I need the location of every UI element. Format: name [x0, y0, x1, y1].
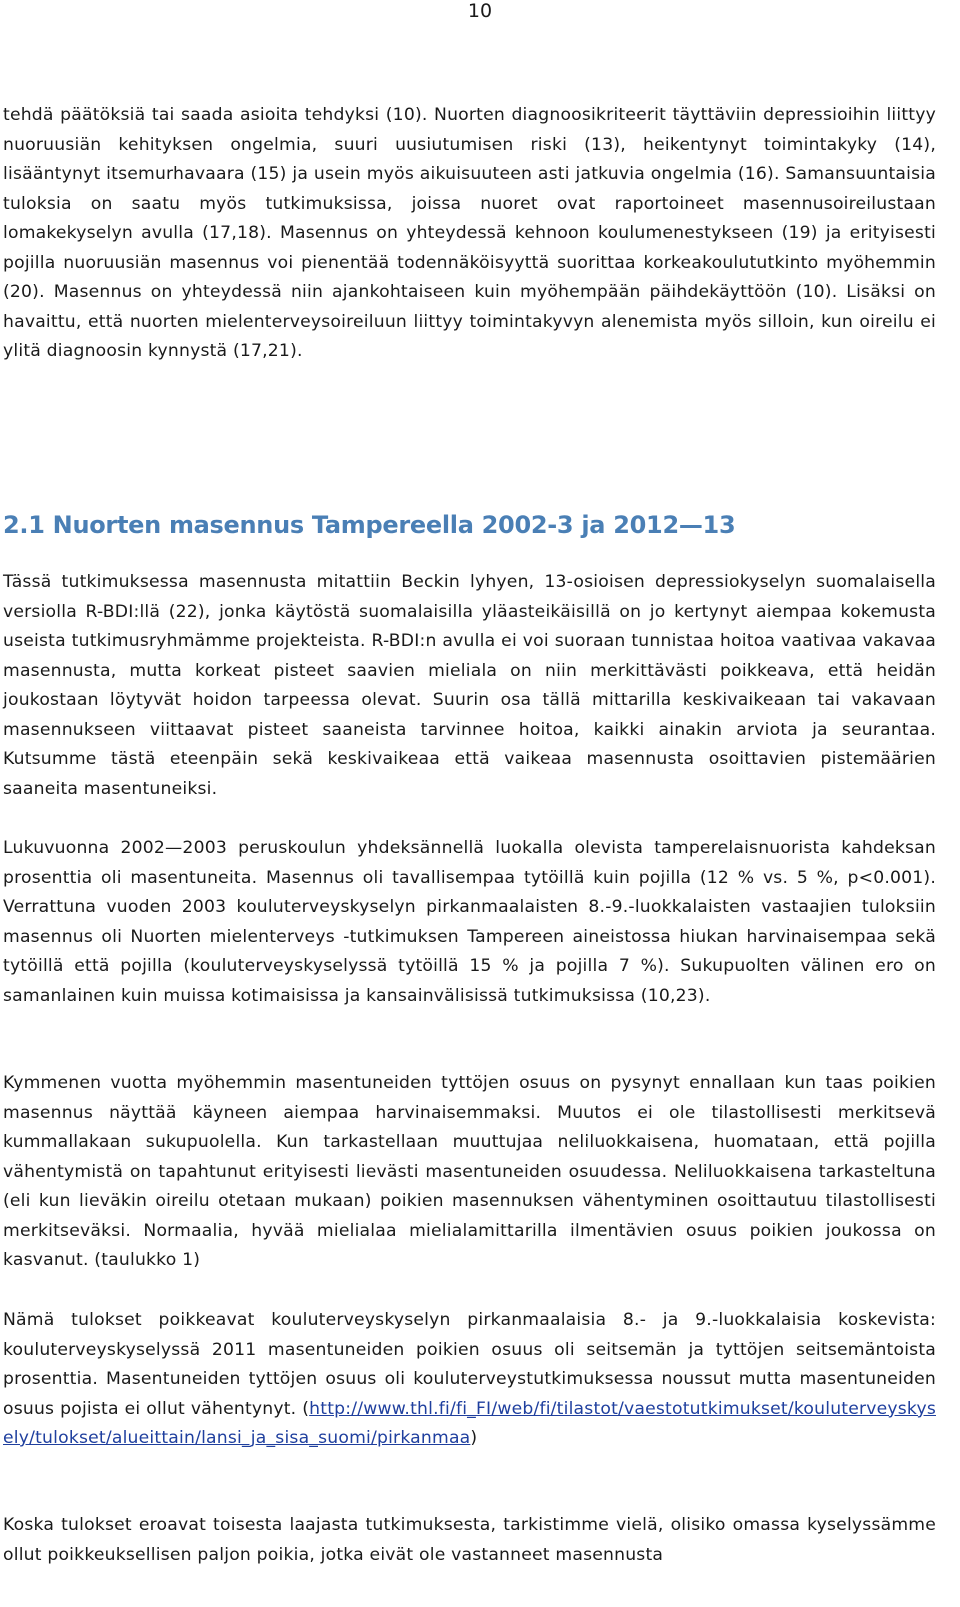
- paragraph-results-2002: Lukuvuonna 2002—2003 peruskoulun yhdeksännellä luokalla olevista tamperelaisnuorista kahdeksan prosenttia oli masentuneita. Masennus oli tavallisempaa tytöillä kuin pojilla (12 % vs. 5 %, p<0.001). Verrattuna vuoden 2003 kouluterveyskyselyn pirkanmaalaisten 8.-9.-luokkalaisten vastaajien tuloksiin masennus oli Nuorten mielenterveys -tutkimuksen Tampereen aineistossa hiukan harvinaisempaa sekä tytöillä että pojilla (kouluterveyskyselyssä tytöillä 15 % ja pojilla 7 %). Sukupuolten välinen ero on samanlainen kuin muissa kotimaisissa ja kansainvälisissä tutkimuksissa (10,23).: [3, 838, 936, 1006]
- section-heading: 2.1 Nuorten masennus Tampereella 2002-3 ja 2012—13: [3, 511, 736, 539]
- page-number: 10: [467, 0, 493, 22]
- paragraph-comparison: [3, 1306, 936, 1454]
- thl-link[interactable]: http://www.thl.fi/fi_FI/web/fi/tilastot/vaestotutkimukset/kouluterveyskysely/tulokset/alueittain/lansi_ja_sisa_suomi/pirkanmaa: [3, 1398, 936, 1448]
- comparison-close: ): [470, 1428, 478, 1448]
- comparison-text: Nämä tulokset poikkeavat kouluterveyskyselyn pirkanmaalaisia 8.- ja 9.-luokkalaisia koskevista: kouluterveyskyselyssä 2011 masentuneiden poikien osuus oli seitsemän ja tyttöjen seitsemäntoista prosenttia. Masentuneiden tyttöjen osuus oli kouluterveystutkimuksessa noussut mutta masentuneiden osuus pojista ei ollut vähentynyt. (: [3, 1310, 936, 1419]
- paragraph-intro: tehdä päätöksiä tai saada asioita tehdyksi (10). Nuorten diagnoosikriteerit täyttäviin depressioihin liittyy nuoruusiän kehityksen ongelmia, suuri uusiutumisen riski (13), heikentynyt toimintakyky (14), lisääntynyt itsemurhavaara (15) ja usein myös aikuisuuteen asti jatkuvia ongelmia (16). Samansuuntaisia tuloksia on saatu myös tutkimuksissa, joissa nuoret ovat raportoineet masennusoireilustaan lomakekyselyn avulla (17,18). Masennus on yhteydessä kehnoon koulumenestykseen (19) ja erityisesti pojilla nuoruusiän masennus voi pienentää todennäköisyyttä suorittaa korkeakoulututkinto myöhemmin (20). Masennus on yhteydessä niin ajankohtaiseen kuin myöhempään päihdekäyttöön (10). Lisäksi on havaittu, että nuorten mielenterveysoireiluun liittyy toimintakyvyn alenemista myös silloin, kun oireilu ei ylitä diagnoosin kynnystä (17,21).: [3, 105, 936, 361]
- paragraph-method: Tässä tutkimuksessa masennusta mitattiin Beckin lyhyen, 13-osioisen depressiokyselyn suomalaisella versiolla R-BDI:llä (22), jonka käytöstä suomalaisilla yläasteikäisillä on jo kertynyt aiempaa kokemusta useista tutkimusryhmämme projekteista. R-BDI:n avulla ei voi suoraan tunnistaa hoitoa vaativaa vakavaa masennusta, mutta korkeat pisteet saavien mieliala on niin merkittävästi poikkeava, että heidän joukostaan löytyvät hoidon tarpeessa olevat. Suurin osa tällä mittarilla keskivaikeaan tai vakavaan masennukseen viittaavat pisteet saaneista tarvinnee hoitoa, kaikki ainakin arviota ja seurantaa. Kutsumme tästä eteenpäin sekä keskivaikeaa että vaikeaa masennusta osoittavien pistemäärien saaneita masentuneiksi.: [3, 572, 936, 799]
- paragraph-results-2012: Kymmenen vuotta myöhemmin masentuneiden tyttöjen osuus on pysynyt ennallaan kun taas poikien masennus näyttää käyneen aiempaa harvinaisemmaksi. Muutos ei ole tilastollisesti merkitsevä kummallakaan sukupuolella. Kun tarkastellaan muuttujaa neliluokkaisena, huomataan, että pojilla vähentymistä on tapahtunut erityisesti lievästi masentuneiden osuudessa. Neliluokkaisena tarkasteltuna (eli kun lieväkin oireilu otetaan mukaan) poikien masennuksen vähentyminen osoittautuu tilastollisesti merkitseväksi. Normaalia, hyvää mielialaa mielialamittarilla ilmentävien osuus poikien joukossa on kasvanut. (taulukko 1): [3, 1073, 936, 1270]
- paragraph-check: Koska tulokset eroavat toisesta laajasta tutkimuksesta, tarkistimme vielä, olisiko omassa kyselyssämme ollut poikkeuksellisen paljon poikia, jotka eivät ole vastanneet masennusta: [3, 1515, 936, 1565]
